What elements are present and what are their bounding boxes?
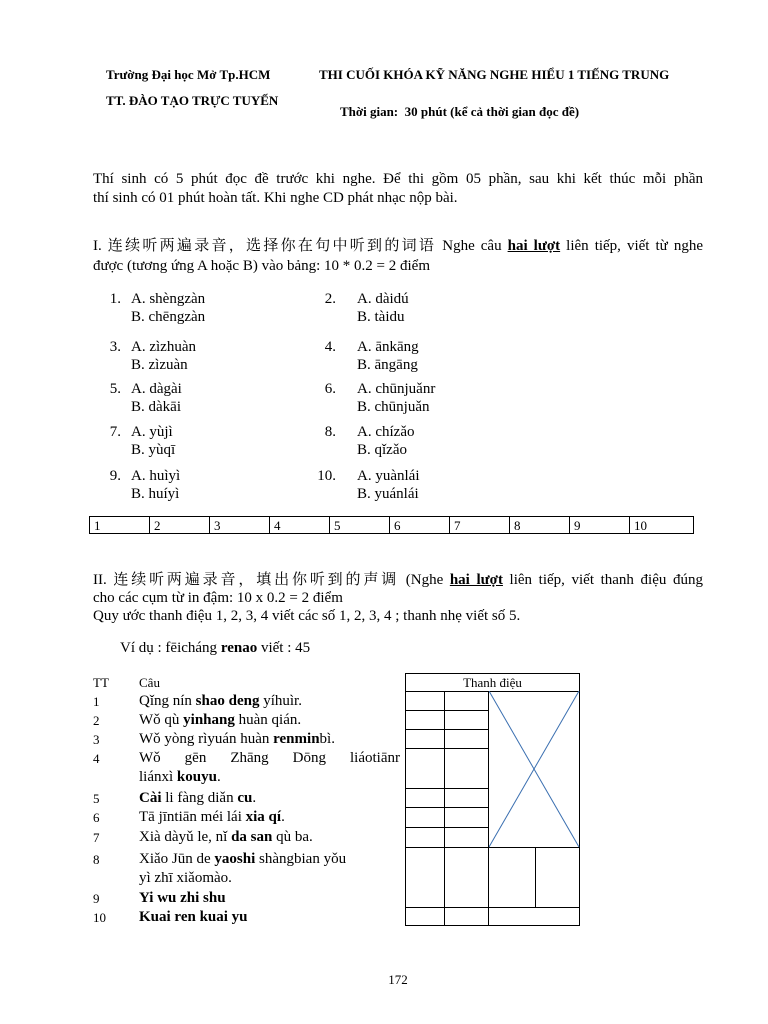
row-number: 6 bbox=[93, 810, 100, 825]
row-number: 9 bbox=[93, 891, 100, 906]
item-number: 10. bbox=[317, 468, 336, 484]
intro-line-1: Thí sinh có 5 phút đọc đề trước khi nghe. Để thi gồm 05 phần, sau khi kết thúc mỗi phần bbox=[93, 171, 703, 187]
sentence bbox=[139, 828, 313, 847]
option-a: A. ānkāng bbox=[357, 339, 419, 355]
center-name: TT. ĐÀO TẠO TRỰC TUYẾN bbox=[106, 93, 279, 108]
item-number: 8. bbox=[324, 424, 336, 440]
answer-cell[interactable]: 4 bbox=[270, 517, 330, 534]
option-b: B. yuánlái bbox=[357, 486, 419, 502]
section2-rule: Quy ước thanh điệu 1, 2, 3, 4 viết các số 1, 2, 3, 4 ; thanh nhẹ viết số 5. bbox=[93, 608, 521, 624]
row-number: 2 bbox=[93, 713, 100, 728]
section1-title-line2: được (tương ứng A hoặc B) vào bảng: 10 * 0.2 = 2 điểm bbox=[93, 258, 431, 274]
option-a: A. huìyì bbox=[131, 468, 181, 484]
sentence-part: Xiǎo Jūn de bbox=[139, 851, 215, 867]
option-a: A. chízǎo bbox=[357, 424, 415, 440]
sentence bbox=[139, 730, 335, 749]
section2-title-post: liên tiếp, viết thanh điệu đúng bbox=[502, 572, 703, 588]
sentence bbox=[139, 889, 226, 908]
sentence bbox=[139, 850, 346, 869]
section2-title-pre: II. 连续听两遍录音，填出你听到的声调 (Nghe bbox=[93, 572, 450, 588]
section1-title-bold: hai lượt bbox=[507, 238, 561, 254]
answer-table bbox=[89, 516, 694, 534]
sentence bbox=[139, 711, 301, 730]
sentence-bold: yinhang bbox=[183, 712, 235, 728]
page-number: 172 bbox=[388, 972, 408, 987]
section1-title-pre: I. 连续听两遍录音，选择你在句中听到的词语 Nghe câu bbox=[93, 238, 508, 254]
sentence-bold: xia qí bbox=[245, 809, 282, 825]
sentence bbox=[139, 789, 256, 808]
column-header-tt: TT bbox=[93, 675, 109, 690]
example-bold: renao bbox=[220, 640, 258, 656]
option-b: B. huíyì bbox=[131, 486, 180, 502]
sentence-part: huàn qián. bbox=[234, 712, 302, 728]
section2-title-line2: cho các cụm từ in đậm: 10 x 0.2 = 2 điểm bbox=[93, 590, 343, 606]
time-label: Thời gian: bbox=[340, 104, 399, 119]
sentence-part: Wǒ qù bbox=[139, 712, 184, 728]
option-b: B. yùqī bbox=[131, 442, 176, 458]
school-name: Trường Đại học Mở Tp.HCM bbox=[106, 67, 271, 82]
intro-line-2: thí sinh có 01 phút hoàn tất. Khi nghe CD phát nhạc nộp bài. bbox=[93, 190, 458, 206]
option-b: B. dàkāi bbox=[131, 399, 181, 415]
option-a: A. dàidú bbox=[357, 291, 409, 307]
sentence-bold: da san bbox=[231, 829, 273, 845]
option-a: A. zìzhuàn bbox=[131, 339, 196, 355]
answer-cell[interactable]: 10 bbox=[630, 517, 694, 534]
sentence-bold: kouyu bbox=[176, 769, 217, 785]
option-a: A. shèngzàn bbox=[131, 291, 206, 307]
example-post: viết : 45 bbox=[257, 640, 311, 656]
sentence-bold: yaoshi bbox=[214, 851, 256, 867]
sentence-part: shàngbian yǒu bbox=[255, 851, 347, 867]
option-a: A. yuànlái bbox=[357, 468, 420, 484]
answer-cell[interactable]: 1 bbox=[90, 517, 150, 534]
sentence-part: . bbox=[216, 769, 221, 785]
sentence-bold: shao deng bbox=[195, 693, 260, 709]
sentence-part: liánxì bbox=[139, 769, 177, 785]
time-value: 30 phút (kể cả thời gian đọc đề) bbox=[404, 104, 580, 119]
sentence-part: . bbox=[252, 790, 257, 806]
example-pre: Ví dụ : fēicháng bbox=[120, 640, 221, 656]
option-a: A. dàgài bbox=[131, 381, 182, 397]
sentence-bold: cu bbox=[237, 790, 253, 806]
section2-title bbox=[93, 571, 703, 590]
sentence-part: bì. bbox=[319, 731, 335, 747]
option-b: B. qǐzǎo bbox=[357, 442, 407, 458]
row-number: 8 bbox=[93, 852, 100, 867]
item-number: 9. bbox=[109, 468, 121, 484]
option-b: B. āngāng bbox=[357, 357, 418, 373]
section1-title-post: liên tiếp, viết từ nghe bbox=[560, 238, 703, 254]
item-number: 3. bbox=[109, 339, 121, 355]
item-number: 5. bbox=[109, 381, 121, 397]
sentence-line-2 bbox=[139, 768, 221, 787]
row-number: 7 bbox=[93, 830, 100, 845]
section1-title bbox=[93, 237, 703, 256]
answer-cell[interactable]: 9 bbox=[570, 517, 630, 534]
item-number: 7. bbox=[109, 424, 121, 440]
section2-title-bold: hai lượt bbox=[449, 572, 503, 588]
tone-column-header: Thanh điệu bbox=[463, 675, 522, 690]
sentence-part: Qǐng nín bbox=[139, 693, 196, 709]
sentence-line-2: yì zhī xiǎomào. bbox=[139, 870, 232, 886]
section2-example bbox=[120, 639, 310, 658]
tone-answer-grid[interactable] bbox=[405, 673, 580, 926]
option-a: A. chūnjuǎnr bbox=[357, 381, 436, 397]
row-number: 1 bbox=[93, 694, 100, 709]
sentence-bold: Yi wu zhi shu bbox=[139, 890, 226, 906]
item-number: 6. bbox=[324, 381, 336, 397]
sentence-part: qù ba. bbox=[272, 829, 313, 845]
answer-cell[interactable]: 8 bbox=[510, 517, 570, 534]
column-header-cau: Câu bbox=[139, 675, 160, 690]
sentence-part: Xià dàyǔ le, nǐ bbox=[139, 829, 232, 845]
sentence-bold: Kuai ren kuai yu bbox=[139, 909, 248, 925]
sentence: Wǒ gēn Zhāng Dōng liáotiānr bbox=[139, 750, 400, 766]
row-number: 3 bbox=[93, 732, 100, 747]
answer-cell[interactable]: 5 bbox=[330, 517, 390, 534]
row-number: 10 bbox=[93, 910, 106, 925]
sentence bbox=[139, 908, 248, 927]
answer-cell[interactable]: 2 bbox=[150, 517, 210, 534]
option-a: A. yùjì bbox=[131, 424, 173, 440]
option-b: B. chūnjuǎn bbox=[357, 399, 430, 415]
exam-title: THI CUỐI KHÓA KỸ NĂNG NGHE HIỂU 1 TIẾNG TRUNG bbox=[319, 67, 670, 82]
item-number: 2. bbox=[324, 291, 336, 307]
cross-mark-icon bbox=[489, 691, 580, 848]
answer-cell[interactable]: 7 bbox=[450, 517, 510, 534]
sentence bbox=[139, 808, 285, 827]
sentence-part: Tā jīntiān méi lái bbox=[139, 809, 246, 825]
sentence-part: . bbox=[281, 809, 285, 825]
option-b: B. chēngzàn bbox=[131, 309, 206, 325]
sentence-bold: Cài bbox=[139, 790, 162, 806]
table-row bbox=[90, 517, 694, 534]
sentence-part: yíhuìr. bbox=[259, 693, 302, 709]
exam-time bbox=[340, 104, 579, 120]
option-b: B. tàidu bbox=[357, 309, 405, 325]
item-number: 4. bbox=[324, 339, 336, 355]
row-number: 5 bbox=[93, 791, 100, 806]
row-number: 4 bbox=[93, 751, 100, 766]
sentence-part: Wǒ yòng rìyuán huàn bbox=[139, 731, 274, 747]
option-b: B. zìzuàn bbox=[131, 357, 188, 373]
answer-cell[interactable]: 3 bbox=[210, 517, 270, 534]
sentence-bold: renmin bbox=[273, 731, 320, 747]
answer-cell[interactable]: 6 bbox=[390, 517, 450, 534]
sentence-part: li fàng diǎn bbox=[161, 790, 238, 806]
sentence bbox=[139, 692, 302, 711]
item-number: 1. bbox=[109, 291, 121, 307]
